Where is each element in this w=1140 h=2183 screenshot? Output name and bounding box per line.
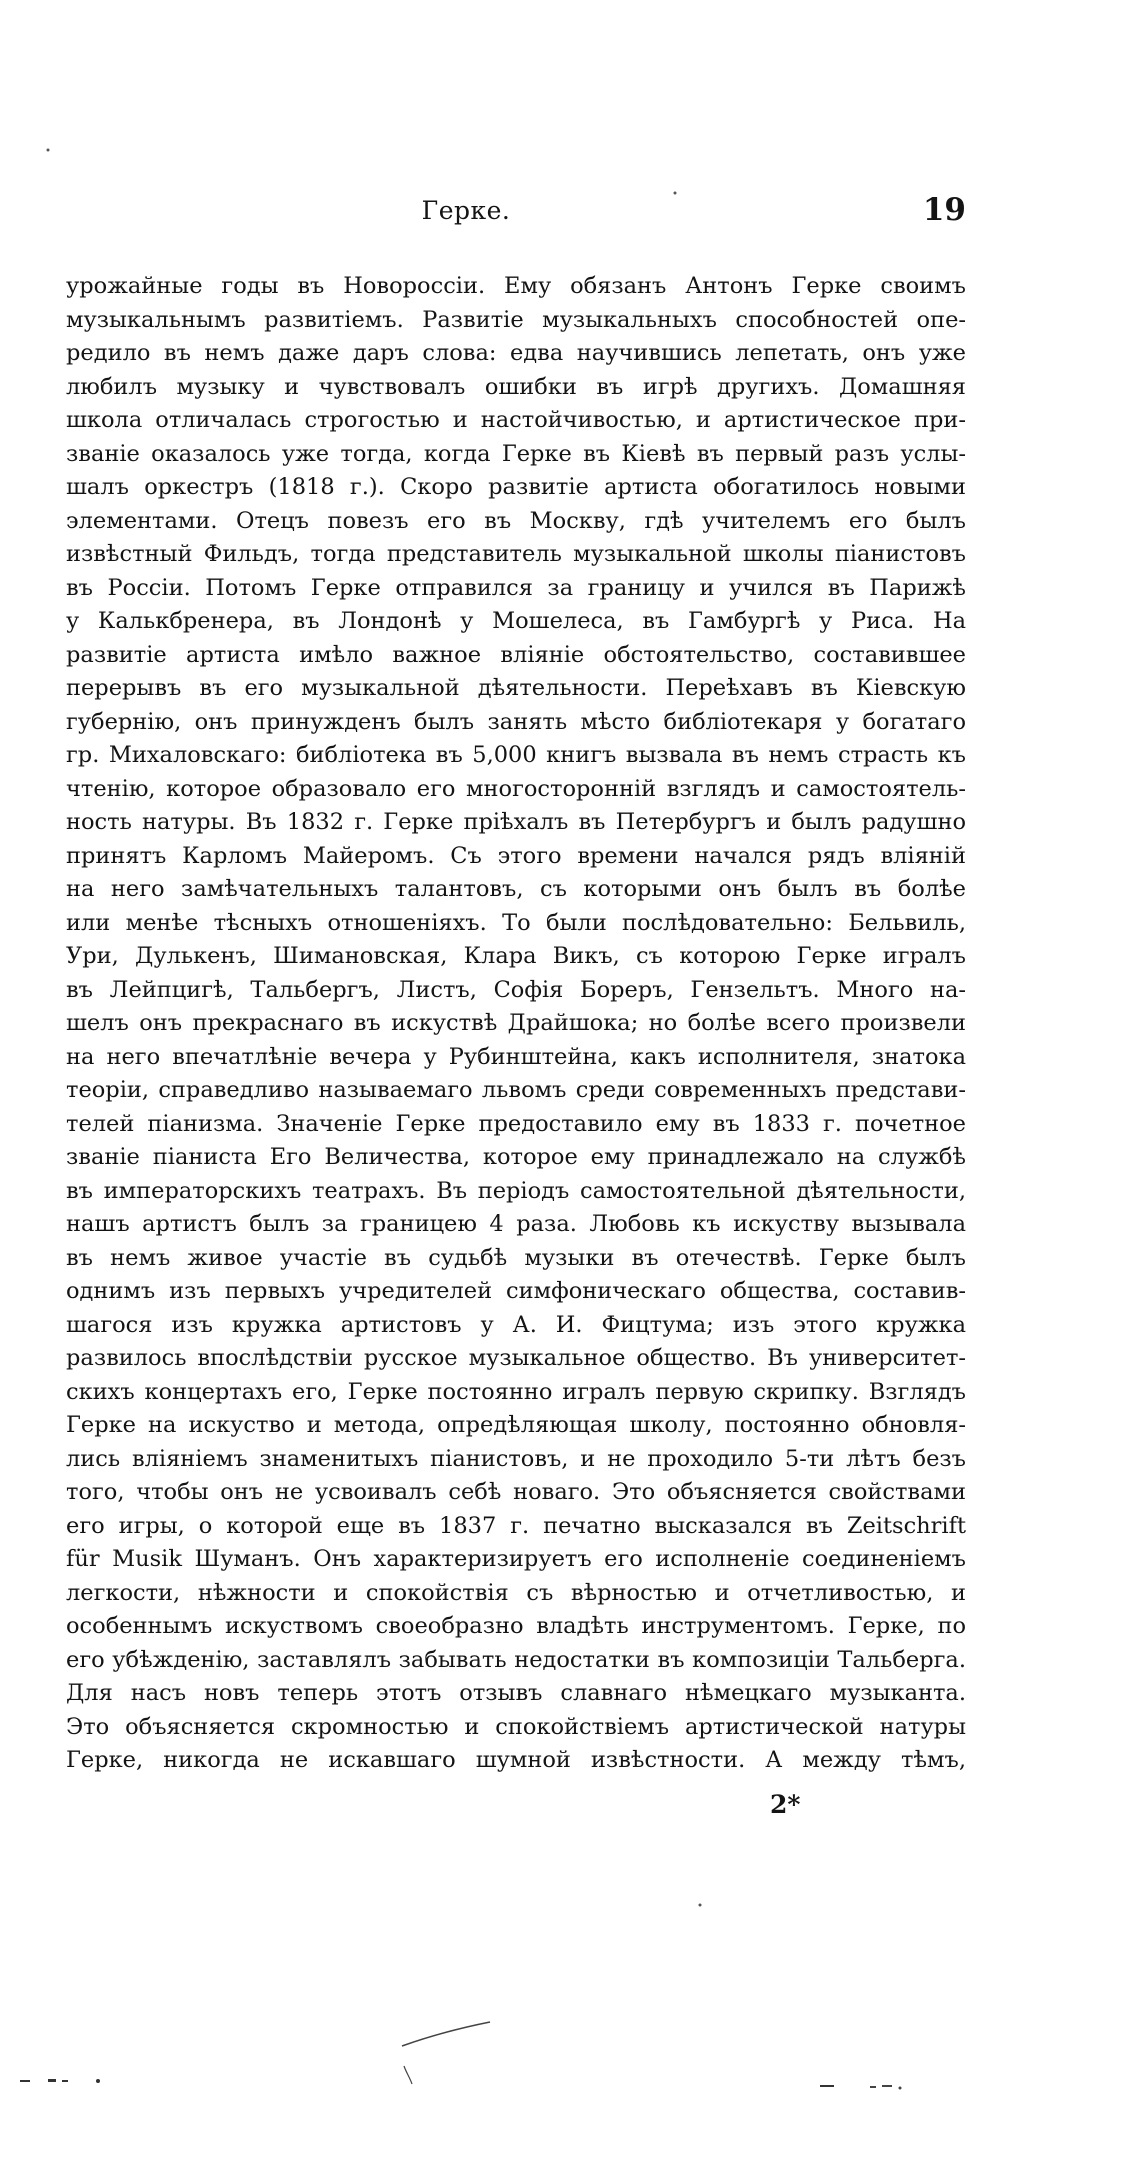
text-line: für Musik Шуманъ. Онъ характеризируетъ его исполненiе соединенiемъ — [66, 1546, 966, 1572]
text-line: ность натуры. Въ 1832 г. Герке прiѣхалъ въ Петербургъ и былъ радушно — [66, 809, 966, 835]
text-line: школа отличалась строгостью и настойчивостью, и артистическое при- — [66, 407, 966, 433]
text-line: урожайные годы въ Новороссiи. Ему обязанъ Антонъ Герке своимъ — [66, 273, 966, 299]
running-title: Герке. — [421, 196, 511, 225]
text-line: или менѣе тѣсныхъ отношенiяхъ. То были послѣдовательно: Бельвиль, — [66, 909, 966, 936]
text-line: Это объясняется скромностью и спокойствiемъ артистической натуры — [66, 1713, 966, 1740]
text-line: особеннымъ искуствомъ своеобразно владѣть инструментомъ. Герке, по — [66, 1613, 966, 1639]
text-line: того, чтобы онъ не усвоивалъ себѣ новаго. Это объясняется свойствами — [66, 1479, 966, 1505]
text-line: Герке, никогда не искавшаго шумной извѣстности. А между тѣмъ, — [66, 1747, 966, 1773]
text-line: въ Лейпцигѣ, Тальбергъ, Листъ, Софiя Бореръ, Гензельтъ. Много на- — [66, 976, 966, 1003]
text-line: въ императорскихъ театрахъ. Въ перiодъ самостоятельной дѣятельности, — [66, 1177, 966, 1204]
text-line: Для насъ новъ теперь этотъ отзывъ славнаго нѣмецкаго музыканта. — [66, 1680, 966, 1706]
text-line: принятъ Карломъ Майеромъ. Съ этого времени начался рядъ влiянiй — [66, 842, 966, 869]
text-line: редило въ немъ даже даръ слова: едва научившись лепетать, онъ уже — [66, 340, 966, 366]
text-line: перерывъ въ его музыкальной дѣятельности. Переѣхавъ въ Кiевскую — [66, 675, 966, 701]
text-line: его игры, о которой еще въ 1837 г. печатно высказался въ Zeitschrift — [66, 1512, 966, 1539]
text-line: шалъ оркестръ (1818 г.). Скоро развитiе артиста обогатилось новыми — [66, 474, 966, 500]
text-line: на него впечатлѣнiе вечера у Рубинштейна, какъ исполнителя, знатока — [66, 1043, 966, 1070]
text-line: элементами. Отецъ повезъ его въ Москву, гдѣ учителемъ его былъ — [66, 507, 966, 534]
text-line: его убѣжденiю, заставлялъ забывать недостатки въ композицiи Тальберга. — [66, 1646, 966, 1673]
text-line: губернiю, онъ принужденъ былъ занять мѣсто библiотекаря у богатаго — [66, 708, 966, 735]
text-line: любилъ музыку и чувствовалъ ошибки въ игрѣ другихъ. Домашняя — [66, 373, 966, 400]
body-text — [66, 270, 966, 1778]
text-line: гр. Михаловскаго: библiотека въ 5,000 книгъ вызвала въ немъ страсть къ — [66, 742, 966, 768]
text-line: лись влiянiемъ знаменитыхъ пiанистовъ, и не проходило 5-ти лѣтъ безъ — [66, 1445, 966, 1472]
text-line: на него замѣчательныхъ талантовъ, съ которыми онъ былъ въ болѣе — [66, 876, 966, 902]
page-number: 19 — [922, 192, 966, 228]
text-line: у Калькбренера, въ Лондонѣ у Мошелеса, въ Гамбургѣ у Риса. На — [66, 608, 966, 634]
text-line: въ немъ живое участiе въ судьбѣ музыки въ отечествѣ. Герке былъ — [66, 1244, 966, 1271]
text-line: Герке на искуство и метода, опредѣляющая школу, постоянно обновля- — [66, 1412, 966, 1438]
text-line: чтенiю, которое образовало его многостороннiй взглядъ и самостоятель- — [66, 775, 966, 802]
running-head — [66, 192, 966, 236]
text-line: званiе пiаниста Его Величества, которое ему принадлежало на службѣ — [66, 1144, 966, 1170]
text-line: званiе оказалось уже тогда, когда Герке въ Кiевѣ въ первый разъ услы- — [66, 440, 966, 467]
text-line: теорiи, справедливо называемаго львомъ среди современныхъ представи- — [66, 1077, 966, 1103]
text-line: Ури, Дулькенъ, Шимановская, Клара Викъ, съ которою Герке игралъ — [66, 943, 966, 969]
text-line: шагося изъ кружка артистовъ у А. И. Фицтума; изъ этого кружка — [66, 1311, 966, 1338]
text-line: легкости, нѣжности и спокойствiя съ вѣрностью и отчетливостью, и — [66, 1579, 966, 1606]
text-line: телей пiанизма. Значенiе Герке предоставило ему въ 1833 г. почетное — [66, 1110, 966, 1137]
text-line: скихъ концертахъ его, Герке постоянно игралъ первую скрипку. Взглядъ — [66, 1378, 966, 1405]
text-line: однимъ изъ первыхъ учредителей симфоническаго общества, составив- — [66, 1278, 966, 1304]
text-line: развилось впослѣдствiи русское музыкальное общество. Въ университет- — [66, 1345, 966, 1371]
text-line: нашъ артистъ былъ за границею 4 раза. Любовь къ искуству вызывала — [66, 1211, 966, 1237]
text-line: извѣстный Фильдъ, тогда представитель музыкальной школы пiанистовъ — [66, 541, 966, 567]
text-line: музыкальнымъ развитiемъ. Развитiе музыкальныхъ способностей опе- — [66, 306, 966, 333]
signature-mark: 2* — [770, 1790, 801, 1819]
text-line: шелъ онъ прекраснаго въ искуствѣ Драйшока; но болѣе всего произвели — [66, 1010, 966, 1036]
text-line: развитiе артиста имѣло важное влiянiе обстоятельство, составившее — [66, 641, 966, 668]
text-line: въ Россiи. Потомъ Герке отправился за границу и учился въ Парижѣ — [66, 574, 966, 601]
